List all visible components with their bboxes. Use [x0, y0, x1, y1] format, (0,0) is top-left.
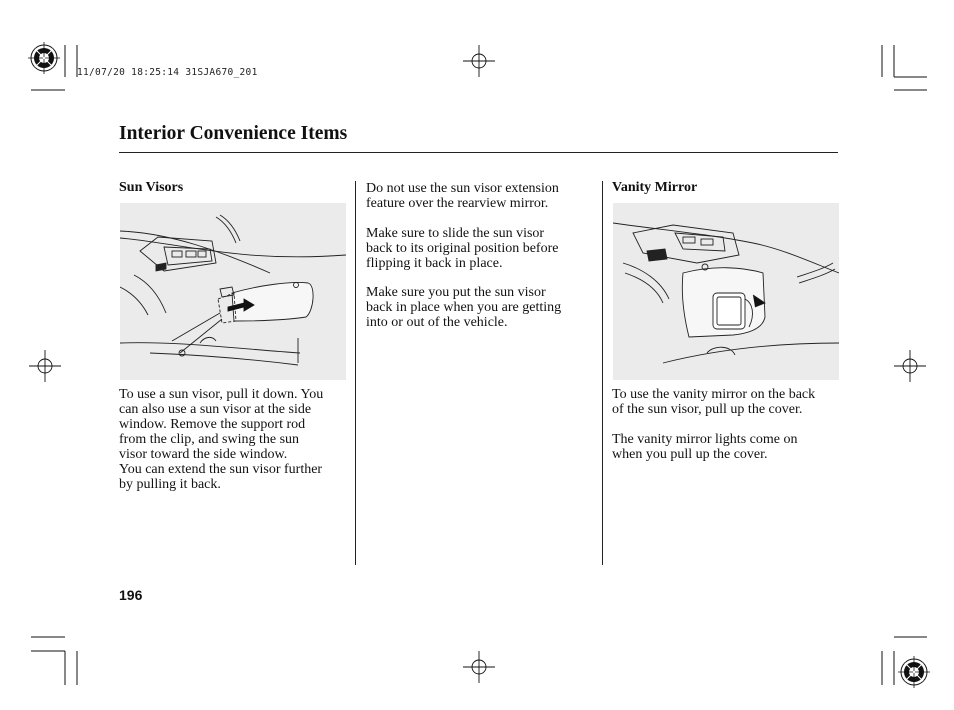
column-divider: [355, 181, 356, 565]
visor-caution-rearview: Do not use the sun visor extension feature over the rearview mirror.: [366, 181, 559, 211]
registration-target-icon: [898, 656, 930, 688]
crop-mark-icon: [31, 637, 77, 685]
visor-caution-slide-back: Make sure to slide the sun visor back to its original position before flipping it back in place.: [366, 226, 559, 271]
vanity-mirror-illustration: [613, 203, 839, 380]
vanity-mirror-lights-note: The vanity mirror lights come on when you pull up the cover.: [612, 432, 798, 462]
page-number: 196: [119, 587, 143, 603]
vanity-mirror-figure: [613, 203, 839, 380]
vanity-mirror-heading: Vanity Mirror: [612, 180, 698, 195]
title-divider: [119, 152, 838, 153]
vanity-mirror-instructions: To use the vanity mirror on the back of the sun visor, pull up the cover.: [612, 387, 816, 417]
sun-visor-figure: [120, 203, 346, 380]
print-stamp: 11/07/20 18:25:14 31SJA670_201: [77, 67, 258, 78]
crosshair-icon: [463, 45, 495, 77]
crosshair-icon: [463, 651, 495, 683]
visor-caution-put-back: Make sure you put the sun visor back in place when you are getting into or out of the vehicle.: [366, 285, 562, 330]
crosshair-icon: [894, 350, 926, 382]
section-title: Interior Convenience Items: [119, 123, 348, 144]
column-divider: [602, 181, 603, 565]
crosshair-icon: [29, 350, 61, 382]
sun-visors-heading: Sun Visors: [119, 180, 184, 195]
sun-visor-illustration: [120, 203, 346, 380]
sun-visor-instructions: To use a sun visor, pull it down. You can also use a sun visor at the side window. Remove the support rod from the clip, and swing the sun visor toward the side window. You can extend the sun visor further by pulling it back.: [119, 387, 324, 492]
crop-mark-icon: [882, 45, 927, 90]
registration-target-icon: [28, 42, 60, 74]
